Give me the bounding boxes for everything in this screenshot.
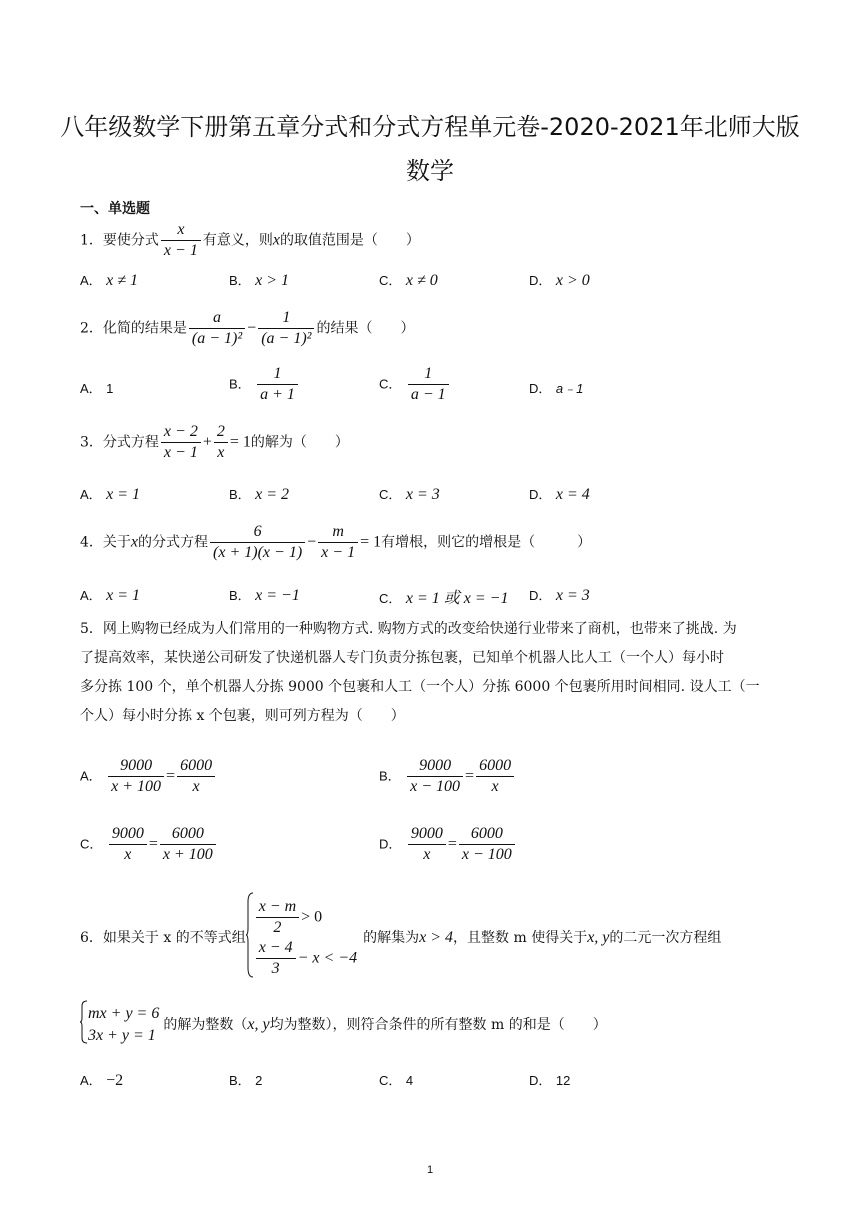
q2-option-b: [229, 364, 300, 405]
q2-option-a-label: A．: [80, 381, 102, 396]
q1-stem-c: 的取值范围是（ ）: [279, 232, 420, 249]
q5-line-3: 多分拣 100 个，单个机器人分拣 9000 个包裹和人工（一个人）分拣 6000 个包裹所用时间相同. 设人工（一: [80, 679, 760, 695]
q5-option-b: B． $\frac{9000}{x - 100}$ = $\frac{6000}{x}$: [379, 756, 516, 797]
q2-option-c-label: C．: [379, 376, 402, 392]
q6-stem-c: ，且整数 m 使得关于: [453, 930, 588, 946]
q3-option-c-label: C．: [379, 487, 402, 502]
q2-option-d: [529, 378, 583, 397]
q2-fraction-2: [258, 308, 314, 349]
q4-stem-a: 4．关于: [80, 534, 131, 551]
q5-option-d-right: [459, 824, 515, 865]
q5-line-1: 5．网上购物已经成为人们常用的一种购物方式. 购物方式的改变给快递行业带来了商机，也带来了挑战. 为: [80, 621, 737, 637]
q5-line-4: 个人）每小时分拣 x 个包裹，则可列方程为（ ）: [80, 708, 405, 724]
q4-fraction-1: [210, 522, 305, 563]
q6-cond: x > 4: [419, 929, 454, 946]
q2-f2-den: (a − 1)²: [261, 330, 312, 347]
q6-inequality-system: [254, 897, 357, 979]
q5-option-c: C． $\frac{9000}{x}$ = $\frac{6000}{x + 100}$: [80, 824, 218, 865]
q4-option-d-label: D．: [529, 588, 552, 603]
q5-b-rn: 6000: [476, 756, 514, 777]
q3-stem-b: 的解为（ ）: [250, 434, 349, 451]
q6-ineq2-num: x − 4: [256, 938, 296, 959]
q3-f2-num: 2: [214, 422, 228, 443]
q6-stem-a: 6．如果关于 x 的不等式组: [80, 930, 246, 946]
q3-option-b: [229, 484, 289, 504]
q2-f1-num: a: [189, 308, 245, 329]
q5-option-a: A． $\frac{9000}{x + 100}$ = $\frac{6000}{x}$: [80, 756, 217, 797]
q5-option-c-left: [109, 824, 147, 865]
q5-c-rn: 6000: [160, 824, 216, 845]
q5-b-ln: 9000: [407, 756, 463, 777]
q3-option-d-text: x = 4: [555, 486, 590, 503]
q5-option-b-left: [407, 756, 463, 797]
q3-option-d-label: D．: [529, 487, 552, 502]
q4-option-b: [229, 585, 300, 605]
q5-a-rd: x: [192, 778, 200, 795]
q4-minus: −: [307, 533, 317, 551]
q5-option-d-label: D．: [379, 836, 402, 852]
q4-option-d-text: x = 3: [555, 587, 590, 604]
q1-option-b-text: x > 1: [255, 272, 290, 289]
q2-option-a: [80, 378, 113, 397]
q1-fraction: [161, 220, 201, 261]
q5-c-ld: x: [124, 846, 132, 863]
q3-option-a-label: A．: [80, 487, 102, 502]
q2-fraction-1: [189, 308, 245, 349]
q1-option-a: [80, 270, 138, 290]
q5-a-ld: x + 100: [111, 778, 162, 795]
q6-option-a-label: A．: [80, 1073, 102, 1088]
q5-d-ld: x: [423, 846, 431, 863]
q1-var: x: [272, 231, 280, 249]
q3-fraction-1: [161, 422, 201, 463]
q6-option-a: [80, 1070, 123, 1090]
q5-option-d: D． $\frac{9000}{x}$ = $\frac{6000}{x - 100}$: [379, 824, 517, 865]
q4-f2-den: x − 1: [321, 544, 356, 561]
q6-equation-system: [88, 1003, 159, 1047]
q2-option-c-num: 1: [408, 364, 449, 385]
q2-stem-a: 2．化简的结果是: [80, 320, 187, 337]
q6-ineq-2: [254, 938, 357, 979]
q6-option-b-label: B．: [229, 1073, 251, 1088]
q2-stem-b: 的结果（ ）: [316, 320, 415, 337]
q2-option-c: [379, 364, 451, 405]
q2-minus: −: [247, 319, 257, 337]
section-heading: 一、单选题: [80, 201, 150, 217]
q6-option-c-text: 4: [405, 1073, 414, 1088]
q6-stem-b: 的解集为: [363, 930, 420, 946]
q3-fraction-2: [214, 422, 228, 463]
q5-a-ln: 9000: [108, 756, 164, 777]
q2-option-b-den: a + 1: [260, 386, 295, 403]
q4-var: x: [130, 533, 139, 551]
q5-option-b-right: [476, 756, 514, 797]
q6-brace-icon: [246, 892, 254, 984]
q2-f1-den: (a − 1)²: [191, 330, 243, 347]
q3-f2-den: x: [217, 444, 225, 461]
q5-a-rn: 6000: [177, 756, 215, 777]
q2-option-b-label: B．: [229, 376, 251, 392]
q6-option-c-label: C．: [379, 1073, 402, 1088]
q3-option-c: [379, 484, 440, 504]
q4-stem-c: 有增根，则它的增根是（ ）: [381, 534, 592, 551]
q6-vars2: x, y: [247, 1016, 270, 1033]
page-title-line2: 数学: [406, 157, 454, 185]
q3-f1-den: x − 1: [163, 444, 198, 461]
q6-vars: x, y: [587, 929, 610, 946]
q6-system-brace-icon: [80, 1000, 88, 1050]
question-5: [80, 615, 760, 731]
q5-option-c-label: C．: [80, 836, 103, 852]
q1-stem-a: 1．要使分式: [80, 232, 159, 249]
q6-sys-2: 3x + y = 1: [88, 1027, 156, 1044]
q6-sys-1: mx + y = 6: [88, 1005, 160, 1022]
q1-option-d: [529, 270, 590, 290]
q6-option-b: [229, 1070, 262, 1089]
q4-f2-num: m: [318, 522, 358, 543]
question-2: [80, 308, 414, 349]
q2-option-a-text: 1: [106, 381, 114, 396]
page-title-line1: 八年级数学下册第五章分式和分式方程单元卷-2020-2021年北师大版: [60, 113, 800, 141]
q5-option-a-left: [108, 756, 164, 797]
q6-ineq2-rest: − x < −4: [297, 949, 358, 967]
q6-option-d-label: D．: [529, 1073, 552, 1088]
q5-b-rd: x: [491, 778, 499, 795]
q6-ineq1-rest: > 0: [301, 908, 323, 926]
q3-option-b-text: x = 2: [255, 486, 290, 503]
q1-option-c: [379, 270, 438, 290]
q4-option-b-text: x = −1: [255, 587, 300, 604]
q1-option-c-label: C．: [379, 273, 402, 288]
q4-option-b-label: B．: [229, 588, 251, 603]
q4-option-a-label: A．: [80, 588, 102, 603]
q4-stem-b: 的分式方程: [138, 534, 209, 551]
q1-frac-den: x − 1: [163, 242, 198, 259]
question-1: [80, 220, 420, 261]
q6-option-b-text: 2: [255, 1073, 263, 1088]
q1-stem-b: 有意义，则: [202, 232, 273, 249]
question-6-cont: [80, 1000, 607, 1050]
q6-option-d: [529, 1070, 570, 1089]
q2-f2-num: 1: [258, 308, 314, 329]
q4-equals: = 1: [360, 533, 382, 551]
q4-option-c-text: x = 1 或 x = −1: [405, 590, 509, 607]
q1-option-a-text: x ≠ 1: [106, 272, 139, 289]
q5-d-ln: 9000: [408, 824, 446, 845]
q5-option-d-left: [408, 824, 446, 865]
page-number: 1: [426, 1164, 434, 1176]
q2-option-d-text: a﹣1: [555, 381, 584, 396]
q5-c-rd: x + 100: [162, 846, 213, 863]
q1-option-a-label: A．: [80, 273, 102, 288]
q3-option-c-text: x = 3: [405, 486, 440, 503]
q3-plus: +: [202, 433, 212, 451]
q2-option-c-den: a − 1: [410, 386, 446, 403]
q5-d-rn: 6000: [459, 824, 515, 845]
q1-option-d-label: D．: [529, 273, 552, 288]
q6-ineq1-num: x − m: [256, 897, 299, 918]
q4-f1-num: 6: [210, 522, 305, 543]
question-6: [80, 892, 721, 984]
q5-option-a-right: [177, 756, 215, 797]
q5-d-rd: x − 100: [461, 846, 512, 863]
q3-f1-num: x − 2: [161, 422, 201, 443]
q5-option-a-label: A．: [80, 768, 102, 784]
q3-option-d: [529, 484, 590, 504]
q3-equals: = 1: [229, 433, 251, 451]
q6-option-c: [379, 1070, 413, 1089]
q2-option-c-fraction: [408, 364, 449, 405]
q5-c-ln: 9000: [109, 824, 147, 845]
q1-option-b: [229, 270, 289, 290]
q6-stem-d: 的二元一次方程组: [609, 930, 722, 946]
q2-option-d-label: D．: [529, 381, 552, 396]
q4-option-a: [80, 585, 140, 605]
q4-option-c-label: C．: [379, 591, 402, 606]
q4-f1-den: (x + 1)(x − 1): [213, 544, 303, 561]
q1-option-c-text: x ≠ 0: [405, 272, 438, 289]
q3-stem-a: 3．分式方程: [80, 434, 159, 451]
q3-option-a: [80, 484, 140, 504]
q5-line-2: 了提高效率，某快递公司研发了快递机器人专门负责分拣包裹，已知单个机器人比人工（一个人）每小时: [80, 650, 724, 666]
question-4: [80, 522, 591, 563]
q6-ineq1-den: 2: [273, 919, 282, 936]
q4-option-c: [379, 585, 508, 608]
q4-option-a-text: x = 1: [106, 587, 141, 604]
q6-ineq-1: [254, 897, 357, 938]
q6-option-d-text: 12: [555, 1073, 571, 1088]
q5-option-b-label: B．: [379, 768, 401, 784]
q1-option-d-text: x > 0: [555, 272, 590, 289]
q6-stem-e: 的解为整数（: [163, 1017, 248, 1033]
q4-fraction-2: [318, 522, 358, 563]
q3-option-b-label: B．: [229, 487, 251, 502]
q1-frac-num: x: [161, 220, 201, 241]
q5-option-c-right: [160, 824, 216, 865]
q6-stem-f: 均为整数），则符合条件的所有整数 m 的和是（ ）: [269, 1017, 607, 1033]
q6-option-a-text: −2: [106, 1072, 124, 1089]
q2-option-b-num: 1: [257, 364, 298, 385]
q6-ineq2-den: 3: [271, 960, 280, 977]
question-3: [80, 422, 349, 463]
q4-option-d: [529, 585, 590, 605]
q5-b-ld: x − 100: [410, 778, 461, 795]
q1-option-b-label: B．: [229, 273, 251, 288]
q2-option-b-fraction: [257, 364, 298, 405]
q3-option-a-text: x = 1: [106, 486, 141, 503]
